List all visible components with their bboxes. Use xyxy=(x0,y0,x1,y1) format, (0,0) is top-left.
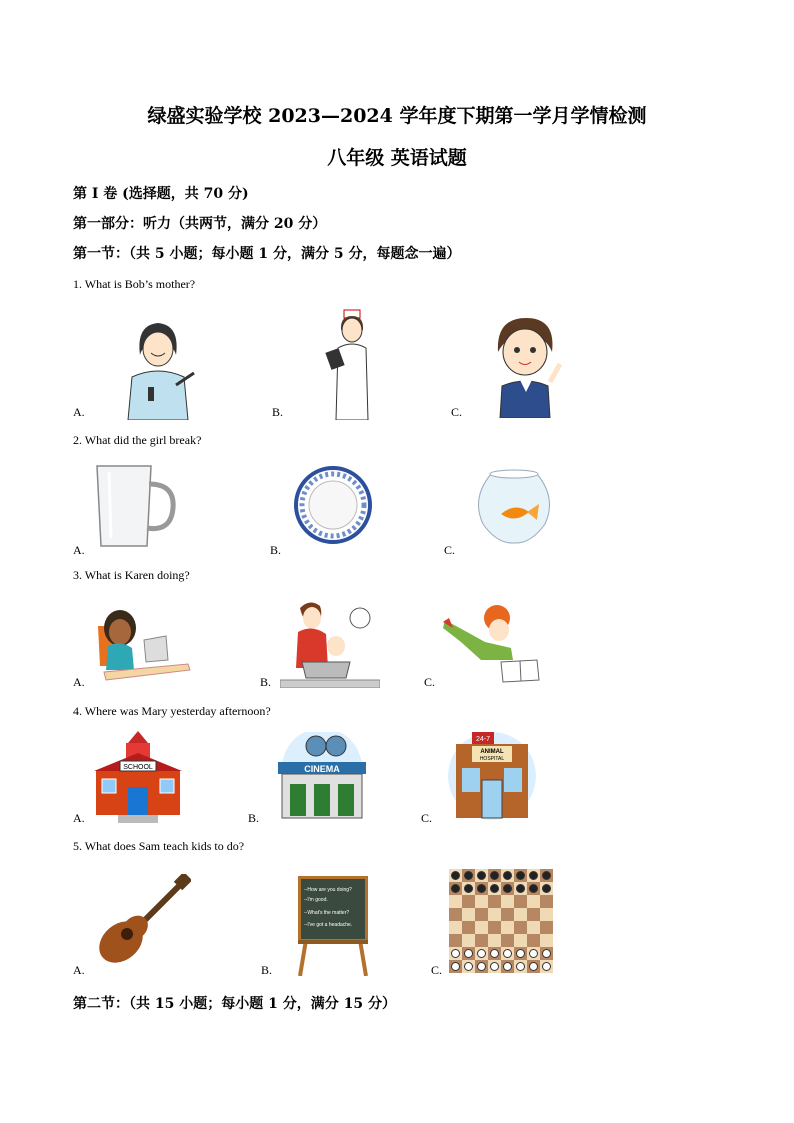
section-two-heading: 第二节：（共 15 小题；每小题 1 分，满分 15 分） xyxy=(73,996,396,1012)
option-3a-label: A. xyxy=(73,675,85,689)
option-4a-label: A. xyxy=(73,811,85,825)
girl-using-computer-picture xyxy=(94,604,192,686)
page-title: 绿盛实验学校 2023—2024 学年度下期第一学月学情检测 xyxy=(147,105,647,127)
girl-reading-picture xyxy=(441,598,541,684)
hospital-sign-1: ANIMAL xyxy=(480,749,504,755)
plate-picture xyxy=(294,466,372,544)
police-officer-picture xyxy=(486,312,566,418)
option-3b-label: B. xyxy=(260,675,272,689)
question-4: 4. Where was Mary yesterday afternoon? xyxy=(73,704,271,718)
cinema-picture xyxy=(272,732,372,824)
section-one-heading: 第一节：（共 5 小题；每小题 1 分，满分 5 分，每题念一遍） xyxy=(73,246,461,262)
question-2: 2. What did the girl break? xyxy=(73,433,202,447)
guitar-picture xyxy=(95,874,191,966)
blackboard-picture xyxy=(296,874,370,976)
option-5a-label: A. xyxy=(73,963,85,977)
cinema-sign: CINEMA xyxy=(304,764,340,774)
option-1a-label: A. xyxy=(73,405,85,419)
question-3: 3. What is Karen doing? xyxy=(73,568,190,582)
hospital-sign-2: HOSPITAL xyxy=(479,756,505,762)
board-line-3: --What's the matter? xyxy=(304,910,350,916)
option-2c-label: C. xyxy=(444,543,456,557)
board-line-1: --How are you doing? xyxy=(304,887,352,893)
option-3c-label: C. xyxy=(424,675,436,689)
school-picture xyxy=(90,731,186,823)
part-i-heading: 第 I 卷 (选择题，共 70 分) xyxy=(73,186,249,202)
nurse-picture xyxy=(322,308,382,420)
option-5c-label: C. xyxy=(431,963,443,977)
board-line-2: --I'm good. xyxy=(304,897,328,903)
animal-hospital-picture xyxy=(442,730,542,822)
question-5: 5. What does Sam teach kids to do? xyxy=(73,839,245,853)
option-1b-label: B. xyxy=(272,405,284,419)
part-one-heading: 第一部分：听力（共两节，满分 20 分） xyxy=(73,216,327,232)
page-subtitle: 八年级 英语试题 xyxy=(327,147,467,169)
glass-mug-picture xyxy=(93,462,177,550)
option-4b-label: B. xyxy=(248,811,260,825)
chessboard-picture xyxy=(449,869,553,973)
school-sign: SCHOOL xyxy=(123,764,153,771)
reporter-picture xyxy=(118,315,198,420)
question-1: 1. What is Bob’s mother? xyxy=(73,277,196,291)
option-1c-label: C. xyxy=(451,405,463,419)
fishbowl-picture xyxy=(471,468,557,544)
option-2b-label: B. xyxy=(270,543,282,557)
option-4c-label: C. xyxy=(421,811,433,825)
option-5b-label: B. xyxy=(261,963,273,977)
board-line-4: --I've got a headache. xyxy=(304,922,353,928)
hospital-247-sign: 24-7 xyxy=(475,736,491,743)
cooking-picture xyxy=(280,598,380,688)
option-2a-label: A. xyxy=(73,543,85,557)
